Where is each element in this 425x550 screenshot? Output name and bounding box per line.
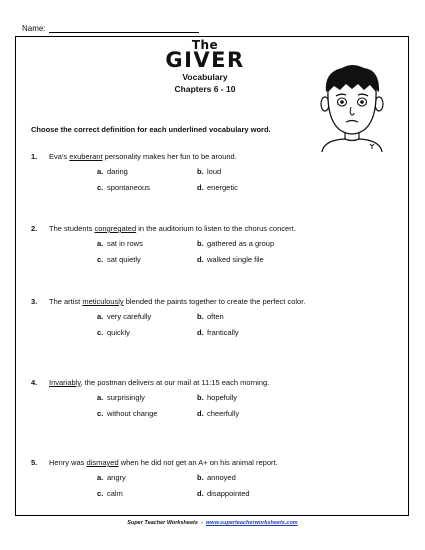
option-b[interactable]: b. loud bbox=[197, 167, 222, 176]
question-3 bbox=[31, 297, 391, 337]
name-blank-line[interactable] bbox=[49, 24, 199, 33]
option-a[interactable]: a. surprisingly bbox=[97, 393, 145, 402]
option-a[interactable]: a. very carefully bbox=[97, 312, 152, 321]
question-1 bbox=[31, 152, 391, 192]
question-text: The artist meticulously blended the paints together to create the perfect color. bbox=[49, 297, 306, 306]
answer-options bbox=[97, 167, 391, 192]
option-a[interactable]: a. angry bbox=[97, 473, 126, 482]
vocabulary-word: Invariably bbox=[49, 378, 81, 387]
footer bbox=[0, 520, 425, 526]
footer-separator: - bbox=[200, 520, 203, 526]
question-text: The students congregated in the auditorium to listen to the chorus concert. bbox=[49, 224, 296, 233]
instructions-text: Choose the correct definition for each underlined vocabulary word. bbox=[31, 125, 271, 134]
title-giver: GIVER bbox=[165, 48, 245, 72]
name-field-row bbox=[22, 24, 199, 33]
subtitle-chapters: Chapters 6 - 10 bbox=[174, 84, 236, 94]
answer-options bbox=[97, 473, 391, 498]
question-number: 2. bbox=[31, 224, 38, 233]
question-2 bbox=[31, 224, 391, 264]
question-text: Eva's exuberant personality makes her fun to be around. bbox=[49, 152, 237, 161]
answer-options bbox=[97, 239, 391, 264]
option-d[interactable]: d. frantically bbox=[197, 328, 239, 337]
question-number: 5. bbox=[31, 458, 38, 467]
subtitle-vocabulary: Vocabulary bbox=[182, 72, 228, 82]
face-outline bbox=[328, 90, 376, 134]
question-4 bbox=[31, 378, 391, 418]
question-text: Invariably, the postman delivers at our mail at 11:15 each morning. bbox=[49, 378, 270, 387]
option-a[interactable]: a. sat in rows bbox=[97, 239, 143, 248]
question-number: 1. bbox=[31, 152, 38, 161]
option-b[interactable]: b. annoyed bbox=[197, 473, 236, 482]
question-number: 4. bbox=[31, 378, 38, 387]
question-number: 3. bbox=[31, 297, 38, 306]
title-block bbox=[150, 39, 260, 95]
option-b[interactable]: b. often bbox=[197, 312, 224, 321]
question-5 bbox=[31, 458, 391, 498]
vocabulary-word: dismayed bbox=[86, 458, 119, 467]
title-the: The bbox=[191, 38, 219, 52]
footer-url-link[interactable]: www.superteacherworksheets.com bbox=[205, 520, 298, 526]
footer-brand: Super Teacher Worksheets bbox=[127, 520, 198, 526]
question-text: Henry was dismayed when he did not get an A+ on his animal report. bbox=[49, 458, 278, 467]
option-d[interactable]: d. walked single file bbox=[197, 255, 264, 264]
option-a[interactable]: a. daring bbox=[97, 167, 128, 176]
answer-options bbox=[97, 393, 391, 418]
option-c[interactable]: c. spontaneous bbox=[97, 183, 150, 192]
option-d[interactable]: d. energetic bbox=[197, 183, 238, 192]
answer-options bbox=[97, 312, 391, 337]
right-pupil bbox=[360, 100, 364, 104]
vocabulary-word: congregated bbox=[94, 224, 137, 233]
option-c[interactable]: c. sat quietly bbox=[97, 255, 141, 264]
option-b[interactable]: b. gathered as a group bbox=[197, 239, 275, 248]
boy-face-illustration bbox=[312, 62, 392, 152]
name-label: Name: bbox=[22, 24, 46, 33]
vocabulary-word: exuberant bbox=[69, 152, 103, 161]
option-c[interactable]: c. quickly bbox=[97, 328, 130, 337]
option-c[interactable]: c. calm bbox=[97, 489, 123, 498]
left-pupil bbox=[340, 100, 344, 104]
option-b[interactable]: b. hopefully bbox=[197, 393, 238, 402]
option-d[interactable]: d. disappointed bbox=[197, 489, 250, 498]
option-c[interactable]: c. without change bbox=[97, 409, 158, 418]
option-d[interactable]: d. cheerfully bbox=[197, 409, 240, 418]
vocabulary-word: meticulously bbox=[82, 297, 124, 306]
